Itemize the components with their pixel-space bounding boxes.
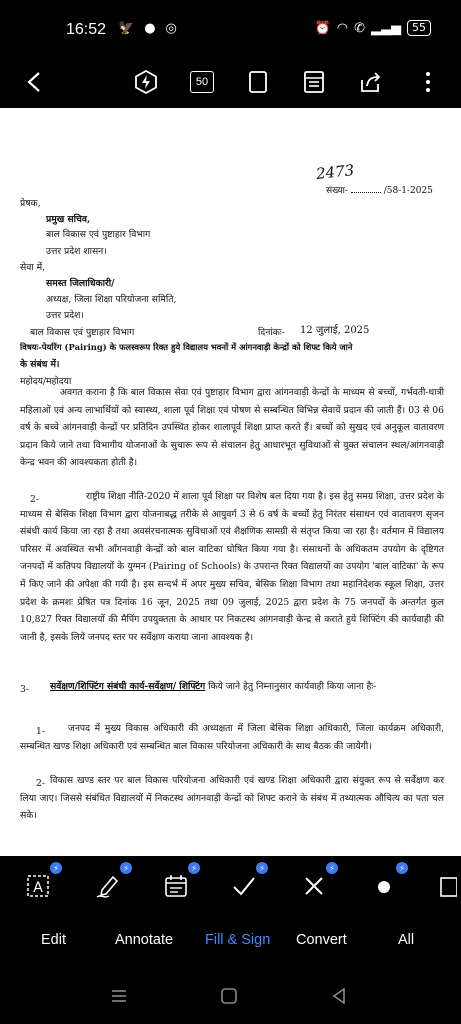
recipient-role: अध्यक्ष, जिला शिक्षा परियोजना समिति,	[46, 294, 177, 305]
list-item-1-text: जनपद में मुख्य विकास अधिकारी की अध्यक्षता में जिला बेसिक शिक्षा अधिकारी, जिला कार्यक्रम अधिकारी, सम्बन्धित खण्ड शिक्षा अधिकारी एवं सम्बन्धित बाल विकास परियोजना अधिकारी के साथ बैठक की जायेगी।	[20, 723, 444, 752]
paragraph-3-text: किये जाने हेतु निम्नानुसार कार्यवाही किया जाना हैः-	[208, 681, 377, 692]
alarm-icon: ⏰	[314, 20, 331, 36]
tab-edit[interactable]: Edit	[41, 932, 66, 948]
premium-badge-icon: ⚡	[188, 862, 200, 874]
cross-tool[interactable]	[296, 863, 335, 904]
back-arrow-icon	[26, 70, 42, 94]
signal-icon: ▂▃▅	[371, 20, 401, 36]
list-item-1-number: 1-	[36, 726, 45, 737]
paragraph-3-number: 3-	[20, 684, 29, 695]
more-vertical-icon	[425, 71, 431, 93]
signature-tool[interactable]	[90, 863, 129, 904]
paragraph-2-text: राष्ट्रीय शिक्षा नीति-2020 में शाला पूर्व शिक्षा पर विशेष बल दिया गया है। इस हेतु समग्र शिक्षा, उत्तर प्रदेश के माध्यम से बेसिक शिक्षा विभाग द्वारा योजनाबद्ध तरीके से आयुवर्ग 3 से 6 वर्ष के बच्चों हेतु निरंतर संसाधन एवं वातावरण सृजन संबंधी कार्य किया जा रहा है तथा अवसंरचनात्मक सुविधाओं एवं शैक्षणिक सामग्री से संतृप्त किया जा रहा है। वर्तमान में विद्यालय परिसर में अवस्थित सभी आँगनवाड़ी केन्द्रों को बाल वाटिका घोषित किया गया है। संसाधनों के अधिकतम उपयोग के दृष्टिगत जनपदों में कतिपय विद्यालयों के युग्मन (Pairing of Schools) के उपरान्त रिक्त विद्यालयों का उपयोग 'बाल वाटिका' के रूप में किए जाने की अपेक्षा की गयी है। इस सन्दर्भ में अपर मुख्य सचिव, बेसिक शिक्षा विभाग तथा महानिदेशक स्कूल शिक्षा, उत्तर प्रदेश के क्रमशः प्रेषित पत्र दिनांक 16 जून, 2025 तथा 09 जुलाई, 2025 द्वारा प्रदेश के 75 जनपदों के अन्तर्गत कुल 10,827 रिक्त विद्यालयों की मैपिंग उपयुक्तता के आधार पर निकटस्थ आंगनवाड़ी केन्द्र से कराते हुये शिफ्टिंग की कार्यवाही की जानी है, इसके लिये जनपद स्तर पर सर्वेक्षण कराया जाना आवश्यक है।	[20, 491, 444, 643]
paragraph-1: अवगत कराना है कि बाल विकास सेवा एवं पुष्टाहार विभाग द्वारा आंगनवाड़ी केन्द्रों के माध्यम से बच्चों, गर्भवती-धात्री महिलाओं एवं अन्य लाभार्थियों को स्वास्थ्य, शाला पूर्व शिक्षा एवं पोषण से सम्बन्धित विभिन्न सेवायें प्रदान की जाती हैं। 03 से 06 वर्ष के बच्चे आंगनवाड़ी केन्द्रों पर प्रतिदिन उपस्थित होकर शालापूर्व शिक्षा प्राप्त करते हैं। बच्चों को सुखद एवं अनुकूल वातावरण प्रदान किये जाने तथा विभागीय योजनाओं के सुचारू रूप से संचालन हेतु आधारभूत सुविधाओं से युक्त संचालन स्थल/आंगनवाड़ी केन्द्र भवन की आवश्यकता होती है।	[20, 387, 444, 469]
tab-fill-and-sign[interactable]: Fill & Sign	[205, 932, 271, 948]
top-toolbar	[0, 58, 461, 106]
instagram-icon: ◎	[165, 21, 177, 36]
sender-dept: बाल विकास एवं पुष्टाहार विभाग	[46, 229, 151, 240]
ref-label: संख्या-	[326, 186, 348, 196]
premium-badge-icon: ⚡	[50, 862, 62, 874]
reading-mode-button[interactable]	[300, 58, 328, 106]
lightning-hexagon-icon	[134, 70, 158, 94]
app-notification-icon: 🦅	[118, 21, 135, 36]
reddit-icon: ●	[144, 21, 156, 36]
back-button[interactable]	[20, 58, 48, 106]
recent-apps-button[interactable]	[110, 988, 128, 1008]
bottom-tab-bar	[0, 916, 461, 968]
tab-convert[interactable]: Convert	[296, 932, 347, 948]
from-label: प्रेषक,	[20, 198, 41, 209]
reference-number-line	[326, 183, 433, 196]
status-time: 16:52	[66, 21, 107, 38]
more-options-button[interactable]	[418, 58, 438, 106]
rectangle-icon	[437, 872, 457, 900]
more-tools-partial[interactable]	[432, 868, 461, 904]
cross-icon	[300, 872, 328, 900]
call-icon: ✆	[354, 20, 365, 36]
document-view-icon	[303, 70, 325, 94]
date-value: 12 जुलाई, 2025	[300, 325, 370, 336]
home-square-icon	[220, 987, 238, 1005]
sender-title: प्रमुख सचिव,	[46, 214, 91, 225]
back-nav-button[interactable]	[330, 987, 348, 1009]
paragraph-2-number: 2-	[30, 494, 39, 505]
checkmark-icon	[230, 872, 258, 900]
ai-assistant-button[interactable]	[132, 58, 160, 106]
share-icon	[358, 70, 384, 94]
tab-all[interactable]: All	[398, 932, 415, 948]
page-count: 50	[190, 71, 214, 93]
dot-tool[interactable]	[366, 863, 405, 904]
back-triangle-icon	[330, 987, 348, 1005]
status-bar	[0, 0, 461, 58]
date-tool[interactable]	[158, 863, 197, 904]
paragraph-3-heading: सर्वेक्षण/शिफ्टिंग संबंधी कार्य-सर्वेक्षण/ शिफ्टिंग	[50, 681, 206, 692]
wifi-icon: ◠	[336, 20, 349, 36]
home-button[interactable]	[220, 987, 238, 1009]
tab-annotate[interactable]: Annotate	[115, 932, 174, 948]
dept-line: बाल विकास एवं पुष्टाहार विभाग	[30, 327, 135, 338]
list-item-2-text: विकास खण्ड स्तर पर बाल विकास परियोजना अधिकारी एवं खण्ड शिक्षा अधिकारी द्वारा संयुक्त रूप से सर्वेक्षण कर लिया जाए। जिससे संबंधित विद्यालयों में निकटस्थ आंगनवाड़ी केन्द्रों को शिफ्ट कराने के संबंध में तथ्यात्मक औचित्य का पता चल सके।	[20, 775, 444, 822]
dot-icon	[370, 872, 398, 900]
fit-screen-button[interactable]	[244, 58, 272, 106]
pen-signature-icon	[94, 872, 122, 900]
recipient-state: उत्तर प्रदेश।	[46, 310, 84, 321]
text-box-tool[interactable]	[20, 863, 59, 904]
share-button[interactable]	[356, 58, 386, 106]
to-label: सेवा में,	[20, 262, 46, 273]
handwritten-ref-number: 2473	[315, 161, 356, 183]
tool-strip	[0, 856, 461, 916]
page-count-button[interactable]	[188, 58, 216, 106]
menu-lines-icon	[110, 988, 128, 1004]
recipient-title: समस्त जिलाधिकारी/	[46, 278, 115, 289]
system-navigation-bar	[0, 968, 461, 1024]
premium-badge-icon: ⚡	[256, 862, 268, 874]
svg-text:A: A	[33, 880, 43, 896]
calendar-icon	[162, 872, 190, 900]
fit-screen-icon	[247, 70, 269, 94]
sender-gov: उत्तर प्रदेश शासन।	[46, 246, 107, 257]
date-label: दिनांकः-	[258, 327, 285, 338]
salutation: महोदय/महोदया	[20, 376, 72, 387]
ref-suffix: /58-1-2025	[383, 186, 433, 196]
pdf-page[interactable]	[0, 108, 461, 856]
premium-badge-icon: ⚡	[120, 862, 132, 874]
checkmark-tool[interactable]	[226, 863, 265, 904]
battery-icon: 55	[407, 20, 431, 36]
text-box-icon	[24, 872, 52, 900]
premium-badge-icon: ⚡	[396, 862, 408, 874]
premium-badge-icon: ⚡	[326, 862, 338, 874]
subject-line-2: के संबंध में।	[20, 359, 60, 370]
list-item-2-number: 2-	[36, 778, 45, 789]
subject-line-1: विषयः-पेयरिंग (Pairing) के फलस्वरूप रिक्त हुये विद्यालय भवनों में आंगनवाड़ी केन्द्रों को शिफ्ट किये जाने	[20, 342, 353, 352]
